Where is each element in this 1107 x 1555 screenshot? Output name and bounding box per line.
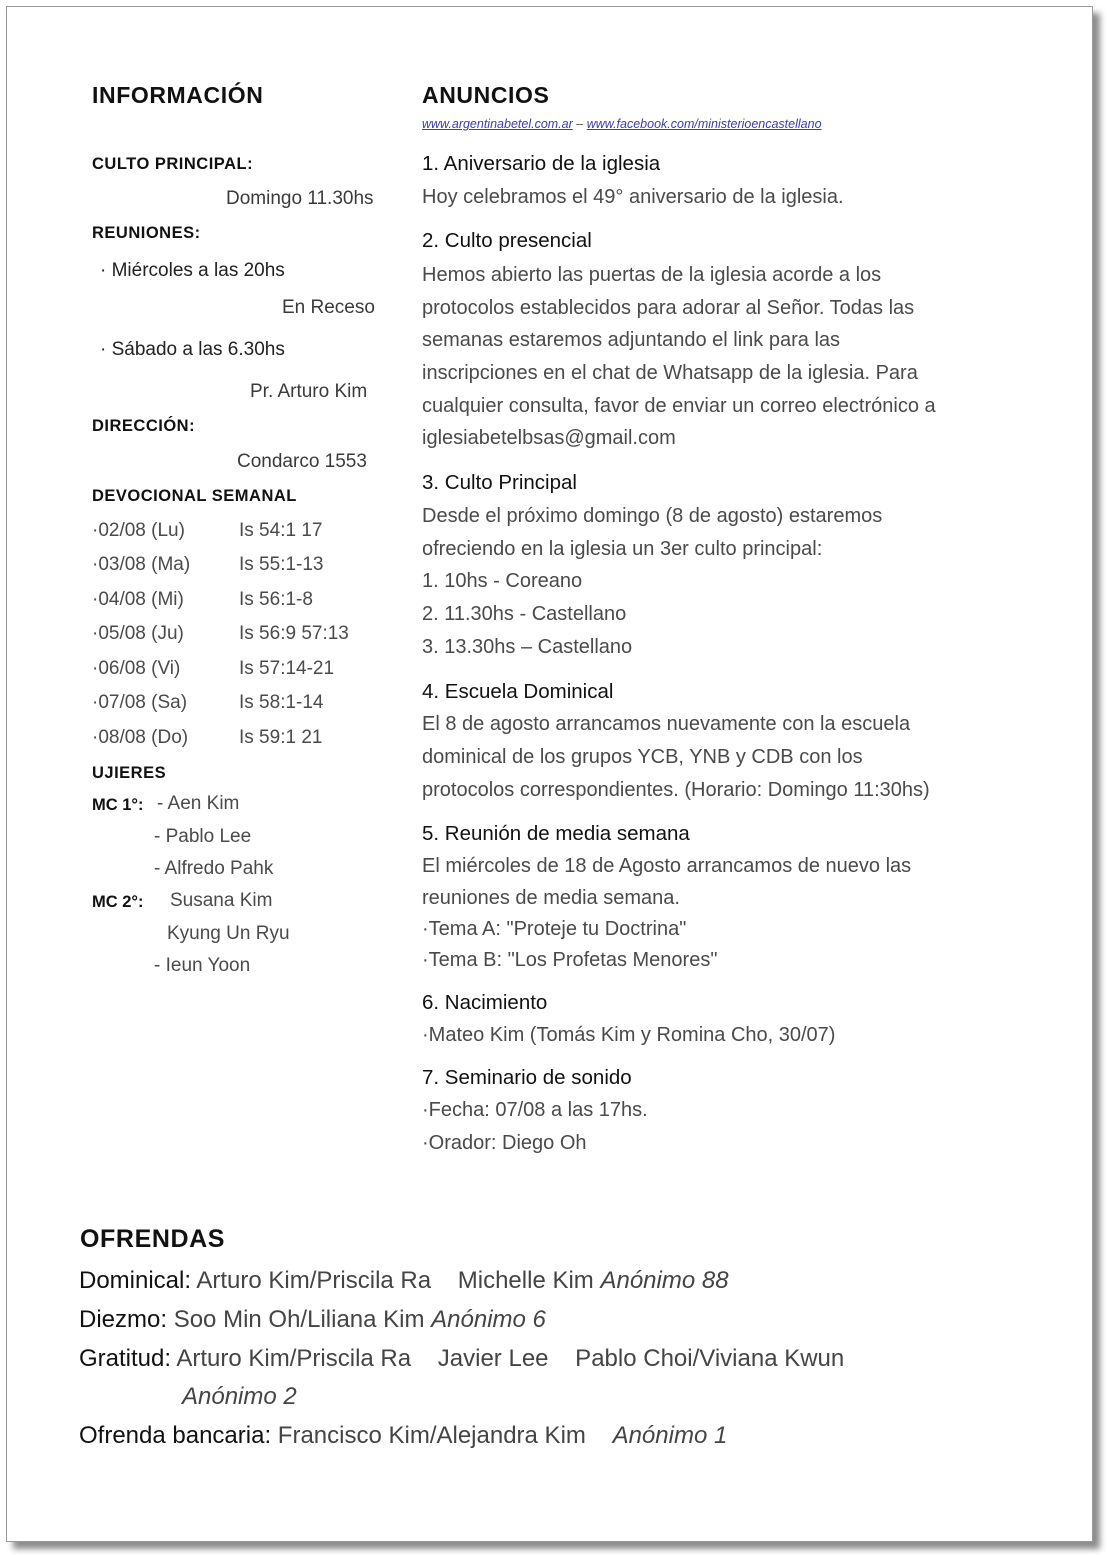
announcement-title: 5. Reunión de media semana bbox=[422, 822, 690, 845]
announcement-line: ·Tema B: "Los Profetas Menores" bbox=[422, 949, 718, 971]
reunion-wednesday: · Miércoles a las 20hs bbox=[100, 260, 285, 281]
devocional-date: ·05/08 (Ju) bbox=[92, 623, 184, 644]
ofrenda-names: Arturo Kim/Priscila Ra Javier Lee Pablo Choi/Viviana Kwun bbox=[171, 1345, 845, 1372]
announcement-title: 7. Seminario de sonido bbox=[422, 1066, 632, 1089]
announcement-title: 6. Nacimiento bbox=[422, 991, 548, 1014]
reunion-saturday-leader: Pr. Arturo Kim bbox=[250, 381, 368, 402]
links-row bbox=[422, 117, 822, 131]
devocional-ref: Is 56:1-8 bbox=[239, 589, 313, 610]
ofrenda-diezmo bbox=[79, 1306, 546, 1334]
ofrenda-label: Diezmo: bbox=[79, 1306, 168, 1333]
devocional-ref: Is 55:1-13 bbox=[239, 554, 324, 575]
ofrendas-heading: OFRENDAS bbox=[80, 1225, 226, 1253]
mc1-usher: - Aen Kim bbox=[157, 793, 240, 814]
reuniones-label: REUNIONES: bbox=[92, 224, 201, 242]
announcement-line: 1. 10hs - Coreano bbox=[422, 570, 583, 592]
devocional-label: DEVOCIONAL SEMANAL bbox=[92, 487, 297, 505]
announcement-line: protocolos correspondientes. (Horario: Domingo 11:30hs) bbox=[422, 779, 930, 801]
links-separator: – bbox=[572, 117, 587, 131]
devocional-date: ·07/08 (Sa) bbox=[92, 692, 188, 713]
announcement-line: ·Mateo Kim (Tomás Kim y Romina Cho, 30/07) bbox=[422, 1024, 836, 1046]
mc1-usher: - Alfredo Pahk bbox=[154, 858, 274, 879]
announcement-line: ·Fecha: 07/08 a las 17hs. bbox=[422, 1099, 648, 1121]
announcement-line: dominical de los grupos YCB, YNB y CDB con los bbox=[422, 746, 863, 768]
devocional-date: ·04/08 (Mi) bbox=[92, 589, 184, 610]
devocional-date: ·02/08 (Lu) bbox=[92, 520, 185, 541]
ofrenda-dominical bbox=[79, 1267, 729, 1295]
culto-principal-label: CULTO PRINCIPAL: bbox=[92, 155, 254, 173]
reunion-saturday: · Sábado a las 6.30hs bbox=[100, 339, 285, 360]
ofrenda-names: Soo Min Oh/Liliana Kim bbox=[167, 1306, 432, 1333]
mc2-label: MC 2°: bbox=[92, 893, 144, 911]
announcement-line: semanas estaremos adjuntando el link para las bbox=[422, 329, 841, 351]
devocional-ref: Is 57:14-21 bbox=[239, 658, 335, 679]
email-address: iglesiabetelbsas@gmail.com bbox=[422, 427, 676, 449]
ofrenda-anonymous: Anónimo 6 bbox=[431, 1306, 546, 1333]
announcement-line: ofreciendo en la iglesia un 3er culto principal: bbox=[422, 538, 823, 560]
ofrenda-gratitud-anonymous bbox=[182, 1383, 297, 1411]
devocional-date: ·03/08 (Ma) bbox=[92, 554, 191, 575]
devocional-ref: Is 59:1 21 bbox=[239, 727, 323, 748]
announcement-title: 2. Culto presencial bbox=[422, 229, 592, 252]
ofrenda-bancaria bbox=[79, 1422, 727, 1450]
announcement-line: cualquier consulta, favor de enviar un correo electrónico a bbox=[422, 395, 936, 417]
announcement-line: reuniones de media semana. bbox=[422, 887, 680, 909]
mc2-usher: Susana Kim bbox=[170, 890, 273, 911]
announcement-line: 3. 13.30hs – Castellano bbox=[422, 636, 633, 658]
announcement-line: inscripciones en el chat de Whatsapp de la iglesia. Para bbox=[422, 362, 918, 384]
devocional-ref: Is 56:9 57:13 bbox=[239, 623, 349, 644]
info-heading: INFORMACIÓN bbox=[92, 82, 264, 108]
announcement-line: ·Tema A: "Proteje tu Doctrina" bbox=[422, 918, 687, 940]
ofrenda-gratitud bbox=[79, 1345, 844, 1373]
facebook-link[interactable]: www.facebook.com/ministerioencastellano bbox=[586, 117, 822, 131]
announcement-title: 4. Escuela Dominical bbox=[422, 680, 614, 703]
announcement-line: Hoy celebramos el 49° aniversario de la iglesia. bbox=[422, 186, 844, 208]
ofrenda-label: Ofrenda bancaria: bbox=[79, 1422, 272, 1449]
announcement-title: 1. Aniversario de la iglesia bbox=[422, 152, 661, 175]
ofrenda-names: Arturo Kim/Priscila Ra Michelle Kim bbox=[191, 1267, 601, 1294]
website-link[interactable]: www.argentinabetel.com.ar bbox=[422, 117, 573, 131]
mc2-usher: - Ieun Yoon bbox=[154, 955, 251, 976]
announcement-line: Desde el próximo domingo (8 de agosto) estaremos bbox=[422, 505, 883, 527]
ofrenda-anonymous: Anónimo 1 bbox=[612, 1422, 728, 1449]
ujieres-label: UJIERES bbox=[92, 764, 167, 782]
mc1-usher: - Pablo Lee bbox=[154, 826, 252, 847]
ofrenda-label: Dominical: bbox=[79, 1267, 192, 1294]
direccion-value: Condarco 1553 bbox=[237, 451, 367, 472]
devocional-ref: Is 54:1 17 bbox=[239, 520, 323, 541]
ofrenda-anonymous: Anónimo 88 bbox=[600, 1267, 729, 1294]
anuncios-heading: ANUNCIOS bbox=[422, 82, 550, 108]
devocional-date: ·08/08 (Do) bbox=[92, 727, 189, 748]
culto-principal-time: Domingo 11.30hs bbox=[226, 188, 374, 209]
announcement-line: El miércoles de 18 de Agosto arrancamos de nuevo las bbox=[422, 855, 912, 877]
ofrenda-anonymous: Anónimo 2 bbox=[182, 1383, 297, 1410]
devocional-ref: Is 58:1-14 bbox=[239, 692, 324, 713]
ofrenda-label: Gratitud: bbox=[79, 1345, 172, 1372]
announcement-title: 3. Culto Principal bbox=[422, 471, 577, 494]
announcement-line: protocolos establecidos para adorar al Señor. Todas las bbox=[422, 297, 915, 319]
announcement-line: ·Orador: Diego Oh bbox=[422, 1132, 587, 1154]
mc1-label: MC 1°: bbox=[92, 796, 144, 814]
reunion-wednesday-status: En Receso bbox=[282, 297, 375, 318]
devocional-date: ·06/08 (Vi) bbox=[92, 658, 181, 679]
announcement-line: 2. 11.30hs - Castellano bbox=[422, 603, 627, 625]
direccion-label: DIRECCIÓN: bbox=[92, 417, 196, 435]
announcement-line: Hemos abierto las puertas de la iglesia acorde a los bbox=[422, 264, 882, 286]
announcement-line: El 8 de agosto arrancamos nuevamente con la escuela bbox=[422, 713, 911, 735]
mc2-usher: Kyung Un Ryu bbox=[167, 923, 290, 944]
ofrenda-names: Francisco Kim/Alejandra Kim bbox=[271, 1422, 613, 1449]
